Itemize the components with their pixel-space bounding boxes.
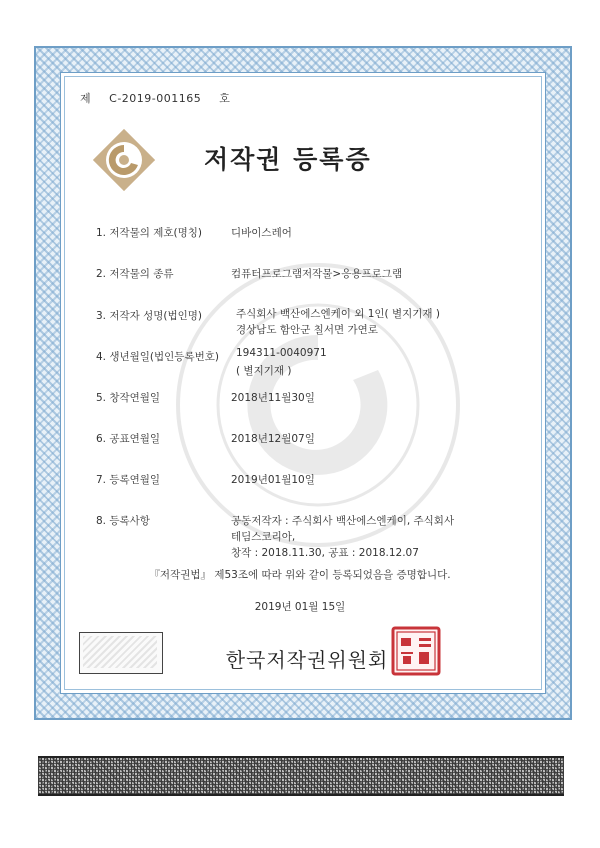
item-label: 2. 저작물의 종류 bbox=[96, 268, 174, 280]
certificate-number-suffix: 호 bbox=[219, 92, 231, 105]
item-row-registration-date bbox=[96, 472, 231, 487]
item-label: 8. 등록사항 bbox=[96, 515, 150, 527]
certificate-title: 저작권 등록증 bbox=[204, 145, 372, 174]
item-value-title-of-work: 디바이스레어 bbox=[231, 227, 292, 239]
item-row-creation-date bbox=[96, 390, 231, 405]
certificate-number-value: C-2019-001165 bbox=[109, 92, 202, 105]
item-value-author-address: 경상남도 함안군 칠서면 가연로 bbox=[236, 324, 378, 336]
official-seal-icon bbox=[391, 626, 441, 676]
item-label: 7. 등록연월일 bbox=[96, 474, 161, 486]
certification-statement: 『저작권법』 제53조에 따라 위와 같이 등록되었음을 증명합니다. bbox=[149, 569, 451, 581]
item-row-title-of-work bbox=[96, 225, 231, 240]
item-row-registration-number bbox=[96, 349, 231, 364]
certificate-number-prefix: 제 bbox=[80, 92, 92, 105]
item-label: 3. 저작자 성명(법인명) bbox=[96, 310, 203, 322]
copyright-commission-logo-icon bbox=[93, 129, 155, 191]
organization-name: 한국저작권위원회 bbox=[225, 648, 389, 672]
security-pattern-band bbox=[38, 756, 564, 796]
item-row-author-name bbox=[96, 308, 231, 323]
issue-date: 2019년 01월 15일 bbox=[254, 601, 346, 613]
item-row-registration-details bbox=[96, 513, 231, 528]
certificate-number bbox=[80, 90, 244, 106]
item-value-coauthors: 공동저작자 : 주식회사 백산에스엔케이, 주식회사 bbox=[231, 515, 455, 527]
item-value-dates: 창작 : 2018.11.30, 공표 : 2018.12.07 bbox=[231, 547, 419, 559]
issuing-organization bbox=[0, 644, 600, 673]
item-value-registration-date: 2019년01월10일 bbox=[231, 474, 315, 486]
item-value-creation-date: 2018년11월30일 bbox=[231, 392, 315, 404]
item-value-work-type: 컴퓨터프로그램저작물>응용프로그램 bbox=[231, 268, 403, 280]
item-value-coauthors-cont: 테딤스코리아, bbox=[231, 531, 296, 543]
item-label: 5. 창작연월일 bbox=[96, 392, 161, 404]
item-value-registration-note: ( 별지기재 ) bbox=[236, 365, 292, 377]
item-value-publication-date: 2018년12월07일 bbox=[231, 433, 315, 445]
item-label: 6. 공표연월일 bbox=[96, 433, 161, 445]
commission-watermark-icon bbox=[168, 255, 468, 555]
item-row-work-type bbox=[96, 266, 231, 281]
item-value-author-name: 주식회사 백산에스엔케이 외 1인( 별지기재 ) bbox=[236, 308, 440, 320]
item-value-registration-number: 194311-0040971 bbox=[236, 347, 327, 359]
item-label: 1. 저작물의 제호(명칭) bbox=[96, 227, 203, 239]
item-row-publication-date bbox=[96, 431, 231, 446]
item-label: 4. 생년월일(법인등록번호) bbox=[96, 351, 219, 363]
